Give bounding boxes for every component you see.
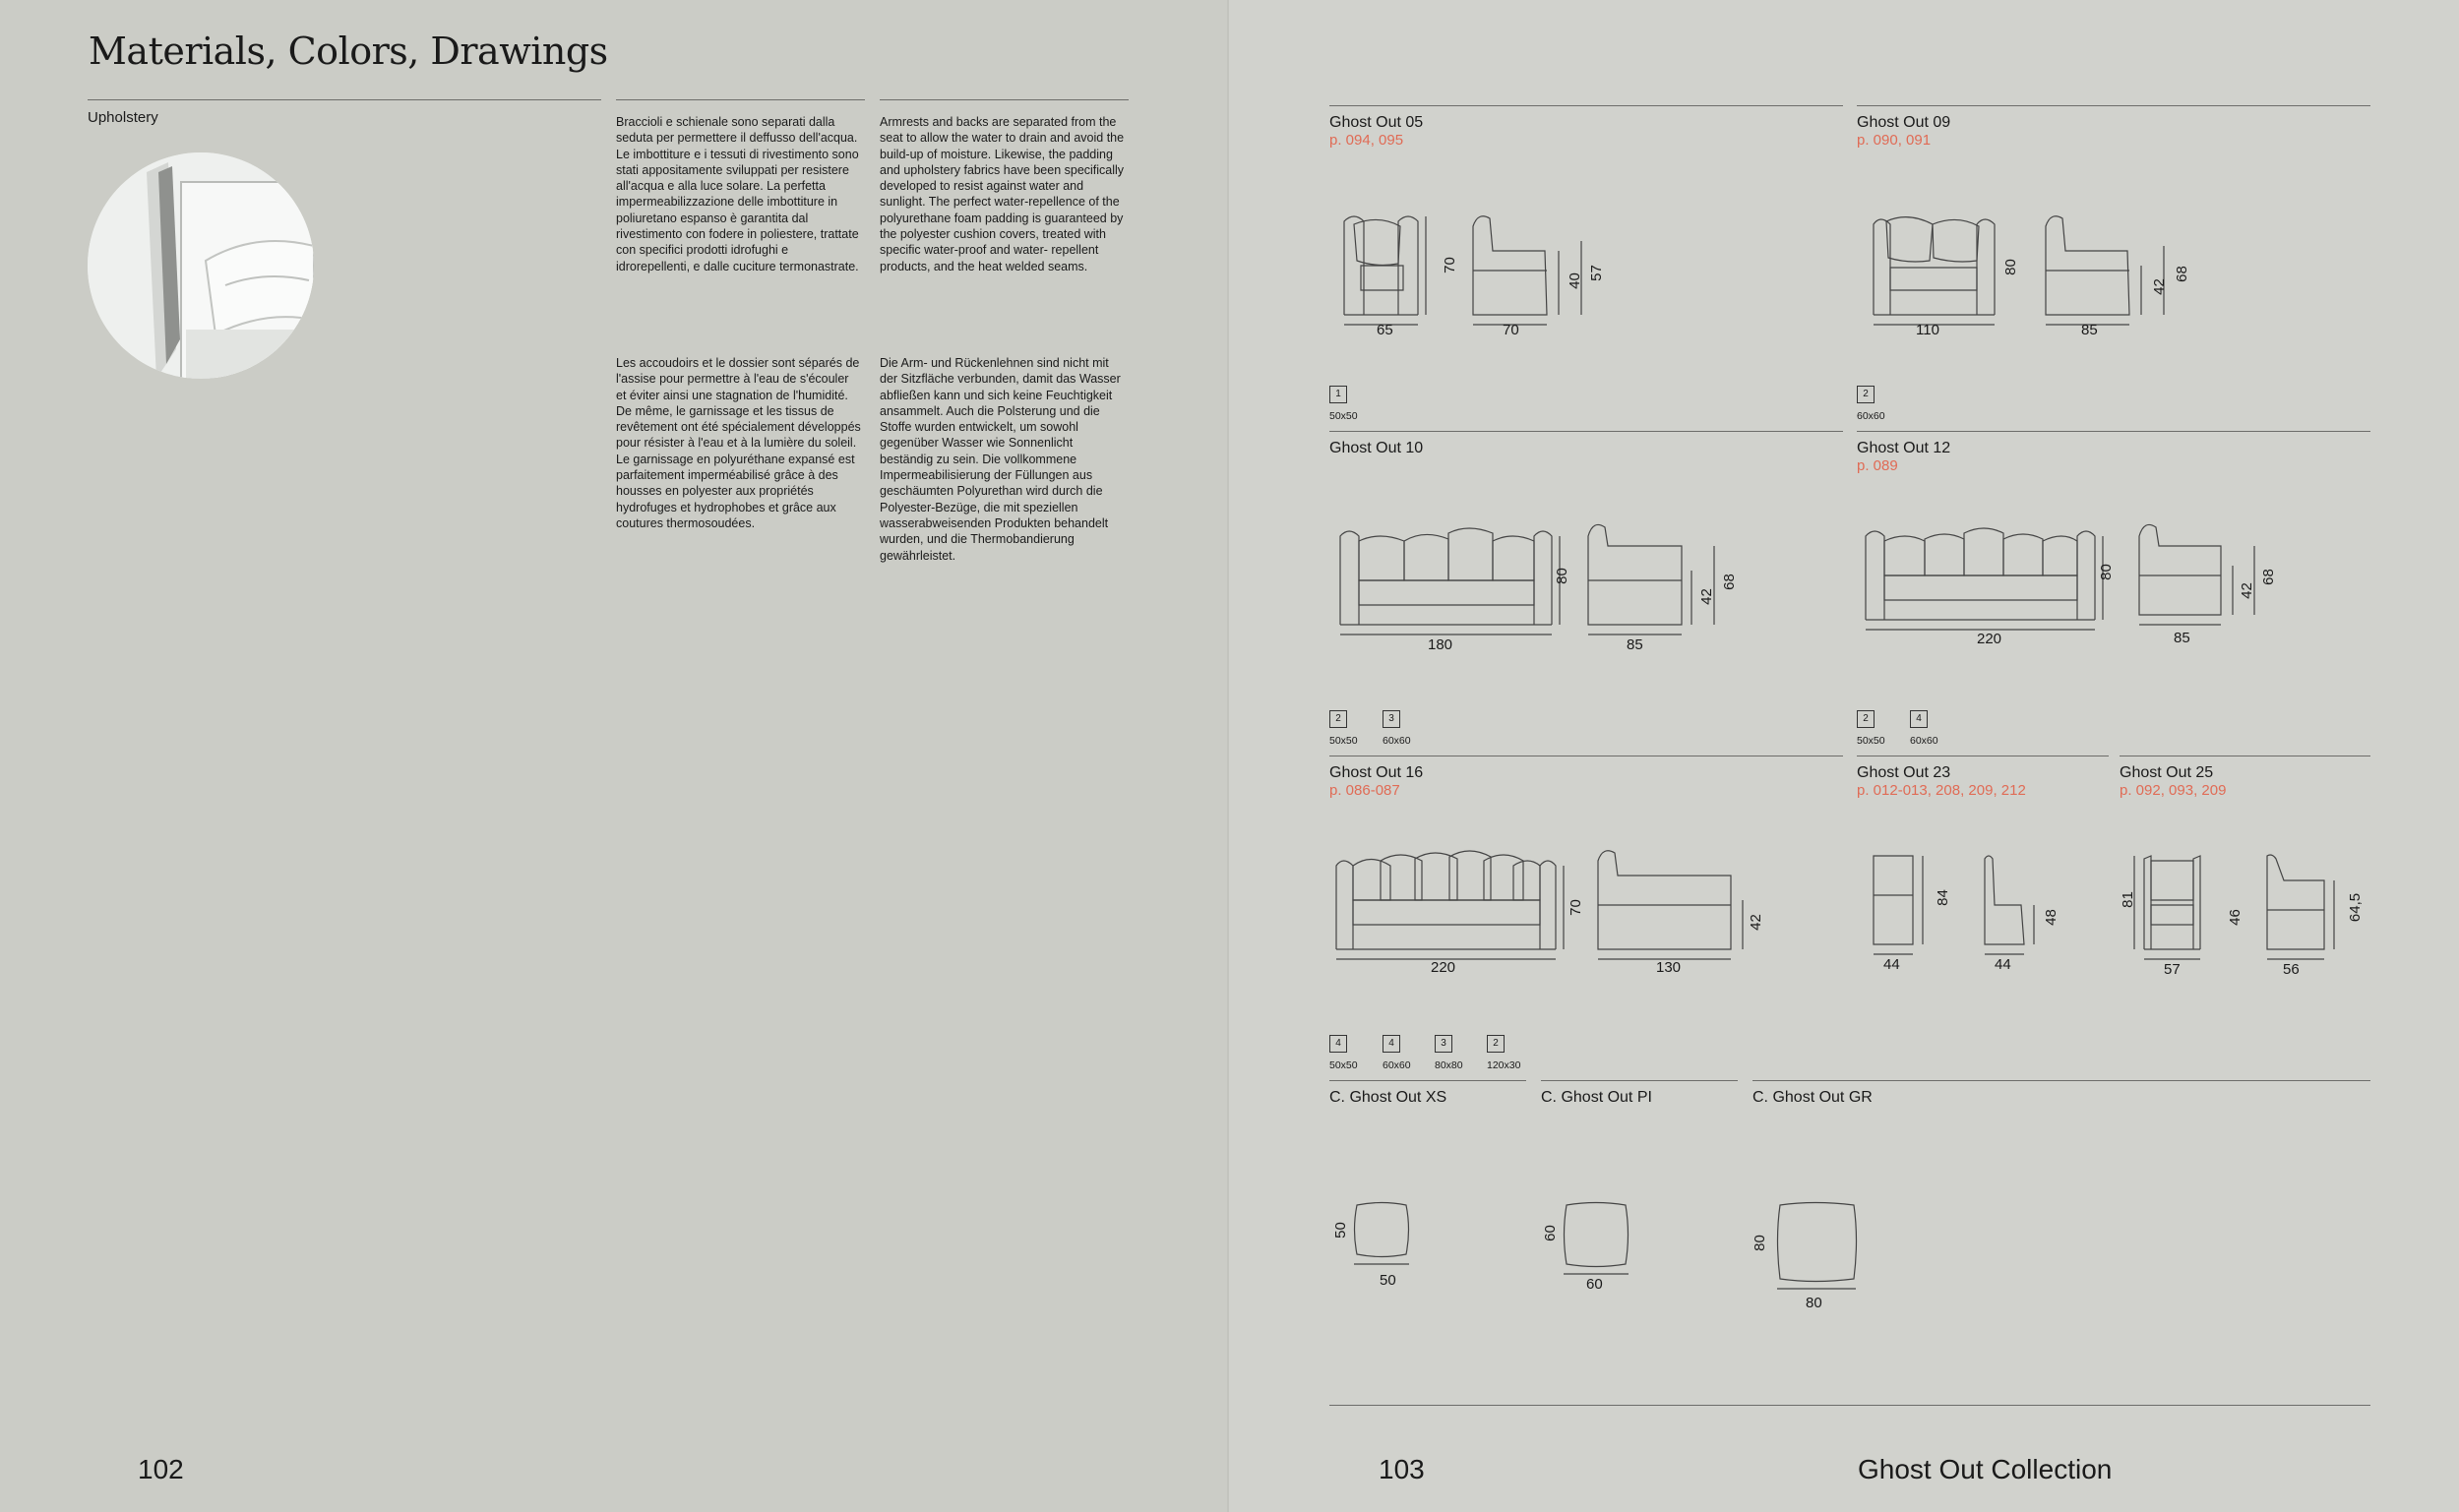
cushion-size-label: 50x50 — [1857, 735, 1885, 747]
dim-width-front: 57 — [2164, 961, 2181, 978]
cushion-count-box: 2 — [1857, 386, 1875, 403]
cushion-size-label: 50x50 — [1329, 735, 1358, 747]
divider — [1329, 431, 1843, 432]
dim-width-front: 220 — [1977, 631, 2002, 647]
dim-width-front: 65 — [1377, 322, 1393, 338]
product-name: Ghost Out 05 — [1329, 114, 1424, 131]
sofa-front-drawing — [1331, 841, 1568, 969]
page-reference: p. 092, 093, 209 — [2120, 782, 2227, 799]
product-ghost-out-25 — [2120, 764, 2226, 800]
cushion-size-label: 80x80 — [1435, 1059, 1463, 1071]
section-label: Upholstery — [88, 109, 158, 126]
cushion-count-box: 2 — [1487, 1035, 1505, 1053]
dim-height: 60 — [1541, 1225, 1559, 1241]
cushion-count-box: 4 — [1329, 1035, 1347, 1053]
cushion-count-box: 2 — [1857, 710, 1875, 728]
dim-width: 60 — [1586, 1276, 1603, 1293]
loveseat-front-drawing — [1869, 207, 2065, 339]
collection-title: Ghost Out Collection — [1858, 1454, 2113, 1484]
dim-seat-height: 42 — [2150, 278, 2168, 295]
dim-seat-height: 42 — [2238, 582, 2255, 599]
cushion-count-box: 4 — [1383, 1035, 1400, 1053]
lounge-chair-front-drawing — [2139, 851, 2238, 974]
product-cushion-xs — [1329, 1089, 1446, 1107]
dim-height: 50 — [1331, 1222, 1349, 1239]
page-reference: p. 090, 091 — [1857, 132, 1932, 149]
cushion-size-label: 60x60 — [1383, 1059, 1411, 1071]
cushion-photo-illustration — [88, 152, 314, 379]
dim-depth: 85 — [2081, 322, 2098, 338]
dim-depth: 85 — [2174, 630, 2190, 646]
dim-width-front: 110 — [1916, 322, 1939, 338]
dim-width: 50 — [1380, 1272, 1396, 1289]
page-reference: p. 094, 095 — [1329, 132, 1404, 149]
dim-arm-height: 64,5 — [2347, 892, 2365, 923]
divider — [616, 99, 865, 100]
product-cushion-pi — [1541, 1089, 1652, 1107]
dim-height: 80 — [1553, 568, 1570, 584]
divider — [1329, 1405, 2370, 1406]
cushion-count-box: 3 — [1383, 710, 1400, 728]
cushion-count-box: 2 — [1329, 710, 1347, 728]
dim-depth: 130 — [1656, 959, 1682, 976]
cushion-size-label: 60x60 — [1857, 410, 1885, 422]
page-reference: p. 089 — [1857, 457, 1898, 474]
page-number: 102 — [138, 1454, 184, 1484]
product-ghost-out-23 — [1857, 764, 2026, 800]
product-name: C. Ghost Out GR — [1752, 1089, 1873, 1106]
text-german: Die Arm- und Rückenlehnen sind nicht mit der Sitzfläche verbunden, damit das Wasser abfließen kann und sich keine Feuchtigkeit ansammelt. Auch die Polsterung und die Stoffe wurden entwickelt, um sowohl gegenüber Wasser wie Sonnenlicht beständig zu sein. Die vollkommene Impermeabilisierung der Füllungen aus geschäumten Polyurethan wird durch die Polyester-Bezüge, die mit speziellen wasserabweisenden Produkten behandelt wurden, und die Thermobandierung gewährleistet. — [880, 356, 1121, 563]
product-ghost-out-12 — [1857, 440, 1950, 475]
page-title: Materials, Colors, Drawings — [89, 30, 608, 73]
dim-seat-height: 48 — [2042, 909, 2059, 926]
divider — [1329, 105, 1843, 106]
divider — [880, 99, 1129, 100]
cushion-count-box: 4 — [1910, 710, 1928, 728]
product-name: C. Ghost Out PI — [1541, 1089, 1652, 1106]
product-ghost-out-16 — [1329, 764, 1423, 800]
divider — [1329, 1080, 1526, 1081]
product-name: Ghost Out 09 — [1857, 114, 1951, 131]
upholstery-detail-image — [88, 152, 314, 379]
cushion-count-box: 3 — [1435, 1035, 1452, 1053]
divider — [1752, 1080, 2370, 1081]
dim-depth: 44 — [1995, 956, 2011, 973]
product-ghost-out-05 — [1329, 114, 1423, 150]
cushion-count-box: 1 — [1329, 386, 1347, 403]
dim-arm-height: 68 — [1720, 574, 1738, 590]
product-name: Ghost Out 25 — [2120, 764, 2214, 781]
dim-depth: 85 — [1627, 636, 1643, 653]
divider — [1541, 1080, 1738, 1081]
dim-width-front: 44 — [1883, 956, 1900, 973]
cushion-size-label: 50x50 — [1329, 410, 1358, 422]
dim-seat-height: 42 — [1747, 914, 1764, 931]
dim-height: 81 — [2119, 891, 2136, 908]
cushion-size-label: 60x60 — [1383, 735, 1411, 747]
product-ghost-out-09 — [1857, 114, 1950, 150]
cushion-size-label: 50x50 — [1329, 1059, 1358, 1071]
sofa-front-drawing — [1861, 512, 2117, 639]
dining-chair-front-drawing — [1869, 851, 1957, 969]
product-name: Ghost Out 23 — [1857, 764, 1951, 781]
dim-height: 80 — [1751, 1235, 1768, 1251]
dim-seat-height: 40 — [1566, 272, 1583, 289]
product-ghost-out-10 — [1329, 440, 1423, 457]
page-number: 103 — [1379, 1454, 1425, 1484]
dim-depth: 56 — [2283, 961, 2300, 978]
product-cushion-gr — [1752, 1089, 1873, 1107]
right-page — [1229, 0, 2459, 1512]
product-name: C. Ghost Out XS — [1329, 1089, 1447, 1106]
left-page — [0, 0, 1229, 1512]
dim-height: 70 — [1567, 899, 1584, 916]
dim-height: 70 — [1441, 257, 1458, 273]
dim-height: 80 — [2097, 564, 2115, 580]
product-name: Ghost Out 16 — [1329, 764, 1424, 781]
dim-height: 84 — [1934, 889, 1951, 906]
text-french: Les accoudoirs et le dossier sont séparés de l'assise pour permettre à l'eau de s'écouler et éviter ainsi une stagnation de l'humidité. De même, le garnissage et les tissus de revêtement ont été spécialement développés pour résister à l'eau et à la lumière du soleil. Le garnissage en polyuréthane expansé est parfaitement imperméabilisé grâce à des housses en polyester aux propriétés hydrofuges et hydrophobes et grâce aux coutures thermosoudées. — [616, 356, 861, 530]
page-reference: p. 012-013, 208, 209, 212 — [1857, 782, 2026, 799]
dim-width: 80 — [1806, 1295, 1822, 1311]
text-italian: Braccioli e schienale sono separati dalla seduta per permettere il deffusso dell'acqua. Le imbottiture e i tessuti di rivestimento sono stati appositamente sviluppati per resistere all'acqua e alla luce solare. La perfetta impermeabilizzazione delle imbottiture in poliuretano espanso è garantita dal rivestimento con fodere in poliestere, trattate con specifici prodotti idrofughi e idrorepellenti, e dalle cuciture termonastrate. — [616, 115, 859, 273]
sofa-front-drawing — [1335, 512, 1562, 639]
cushion-drawing — [1775, 1200, 1883, 1318]
dim-width-front: 180 — [1428, 636, 1453, 653]
product-name: Ghost Out 10 — [1329, 440, 1424, 456]
cushion-drawing — [1562, 1200, 1650, 1299]
dim-arm-height: 68 — [2259, 569, 2277, 585]
page-reference: p. 086-087 — [1329, 782, 1400, 799]
divider — [1857, 431, 2370, 432]
dim-depth: 70 — [1503, 322, 1519, 338]
dim-arm-height: 57 — [1587, 265, 1605, 281]
sofa-side-drawing — [1593, 841, 1790, 969]
divider — [88, 99, 601, 100]
product-name: Ghost Out 12 — [1857, 440, 1951, 456]
dim-arm-height: 68 — [2173, 266, 2190, 282]
divider — [1857, 105, 2370, 106]
dim-width-front: 220 — [1431, 959, 1456, 976]
dim-seat-height: 46 — [2226, 909, 2244, 926]
text-english: Armrests and backs are separated from the seat to allow the water to drain and avoid the build-up of moisture. Likewise, the padding and upholstery fabrics have been specifically developed to resist against water and sunlight. The perfect water-repellence of the polyurethane foam padding is guaranteed by the polyester cushion covers, treated with specific water-proof and water- repellent products, and the heat welded seams. — [880, 115, 1125, 273]
dim-height: 80 — [2001, 259, 2019, 275]
cushion-size-label: 120x30 — [1487, 1059, 1521, 1071]
cushion-size-label: 60x60 — [1910, 735, 1938, 747]
dim-seat-height: 42 — [1697, 588, 1715, 605]
